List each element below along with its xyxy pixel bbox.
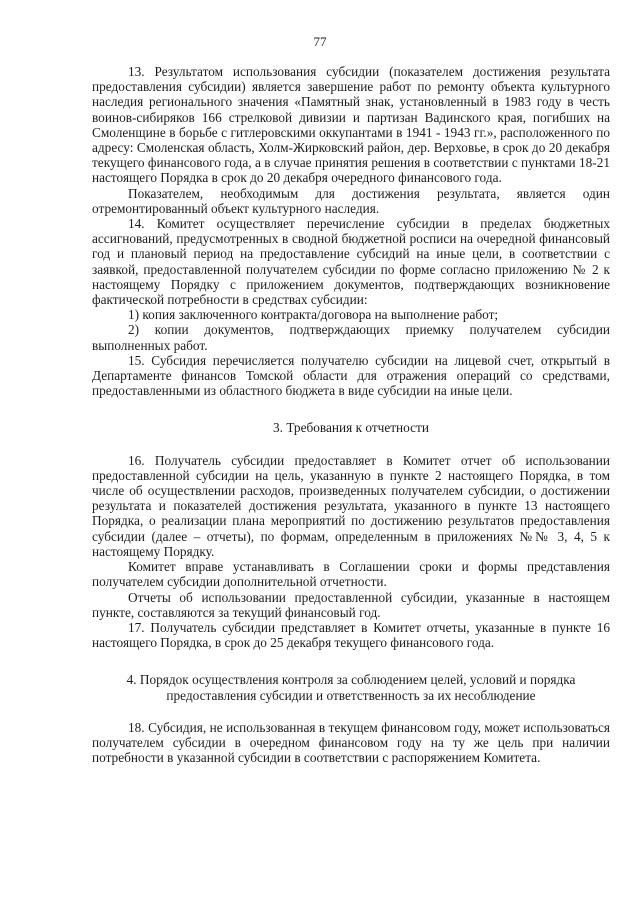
paragraph-16-period: Отчеты об использовании предоставленной субсидии, указанные в настоящем пункте, составляются за текущий финансовый год. [92,589,610,620]
section-4-heading-line-1: 4. Порядок осуществления контроля за соблюдением целей, условий и порядка [126,672,576,688]
paragraph-14-item-2: 2) копии документов, подтверждающих приемку получателем субсидии выполненных работ. [92,322,610,353]
paragraph-14: 14. Комитет осуществляет перечисление субсидии в пределах бюджетных ассигнований, предусмотренных в сводной бюджетной росписи на очередной финансовый год и плановый период на предоставление субсидий на иные цели, в соответствии с заявкой, предоставленной получателем субсидии по форме согласно приложению № 2 к настоящему Порядку с приложением документов, подтверждающих возникновение фактической потребности в средствах субсидии: [92,216,610,308]
paragraph-16-additional: Комитет вправе устанавливать в Соглашении сроки и формы представления получателем субсидии дополнительной отчетности. [92,559,610,590]
section-3-heading: 3. Требования к отчетности [273,420,429,436]
paragraph-15: 15. Субсидия перечисляется получателю субсидии на лицевой счет, открытый в Департаменте финансов Томской области для отражения операций со средствами, предоставленными из областного бюджета в виде субсидии на иные цели. [92,352,610,399]
paragraph-16: 16. Получатель субсидии предоставляет в Комитет отчет об использовании предоставленной субсидии на цель, указанную в пункте 2 настоящего Порядка, в том числе об осуществлении расходов, произведенных получателем субсидии, о достижении результата и показателей достижения результата, указанного в пункте 13 настоящего Порядка, о реализации плана мероприятий по достижению результатов предоставления субсидии (далее – отчеты), по формам, определенным в приложениях №№ 3, 4, 5 к настоящему Порядку. [92,452,610,559]
page-number: 77 [313,34,327,49]
paragraph-17: 17. Получатель субсидии представляет в Комитет отчеты, указанные в пункте 16 настоящего Порядка, в срок до 25 декабря текущего финансового года. [92,619,610,651]
paragraph-18: 18. Субсидия, не использованная в текущем финансовом году, может использоваться получателем субсидии в очередном финансовом году на ту же цель при наличии потребности в указанной субсидии в соответствии с распоряжением Комитета. [92,719,610,766]
paragraph-13-indicator: Показателем, необходимым для достижения результата, является один отремонтированный объект культурного наследия. [92,185,610,216]
paragraph-14-item-1: 1) копия заключенного контракта/договора на выполнение работ; [128,307,499,323]
section-4-heading-line-2: предоставления субсидии и ответственность за их несоблюдение [166,687,536,703]
document-body [92,64,610,765]
paragraph-13: 13. Результатом использования субсидии (показателем достижения результата предоставления субсидии) является завершение работ по ремонту объекта культурного наследия регионального значения «Памятный знак, установленный в 1983 году в честь воинов-сибиряков 166 стрелковой дивизии и партизан Вадинского края, погибших на Смоленщине в борьбе с гитлеровскими оккупантами в 1941 - 1943 гг.», расположенного по адресу: Смоленская область, Холм-Жирковский район, дер. Верховье, в срок до 20 декабря текущего финансового года, а в случае принятия решения в соответствии с пунктами 18-21 настоящего Порядка в срок до 20 декабря очередного финансового года. [92,64,610,186]
